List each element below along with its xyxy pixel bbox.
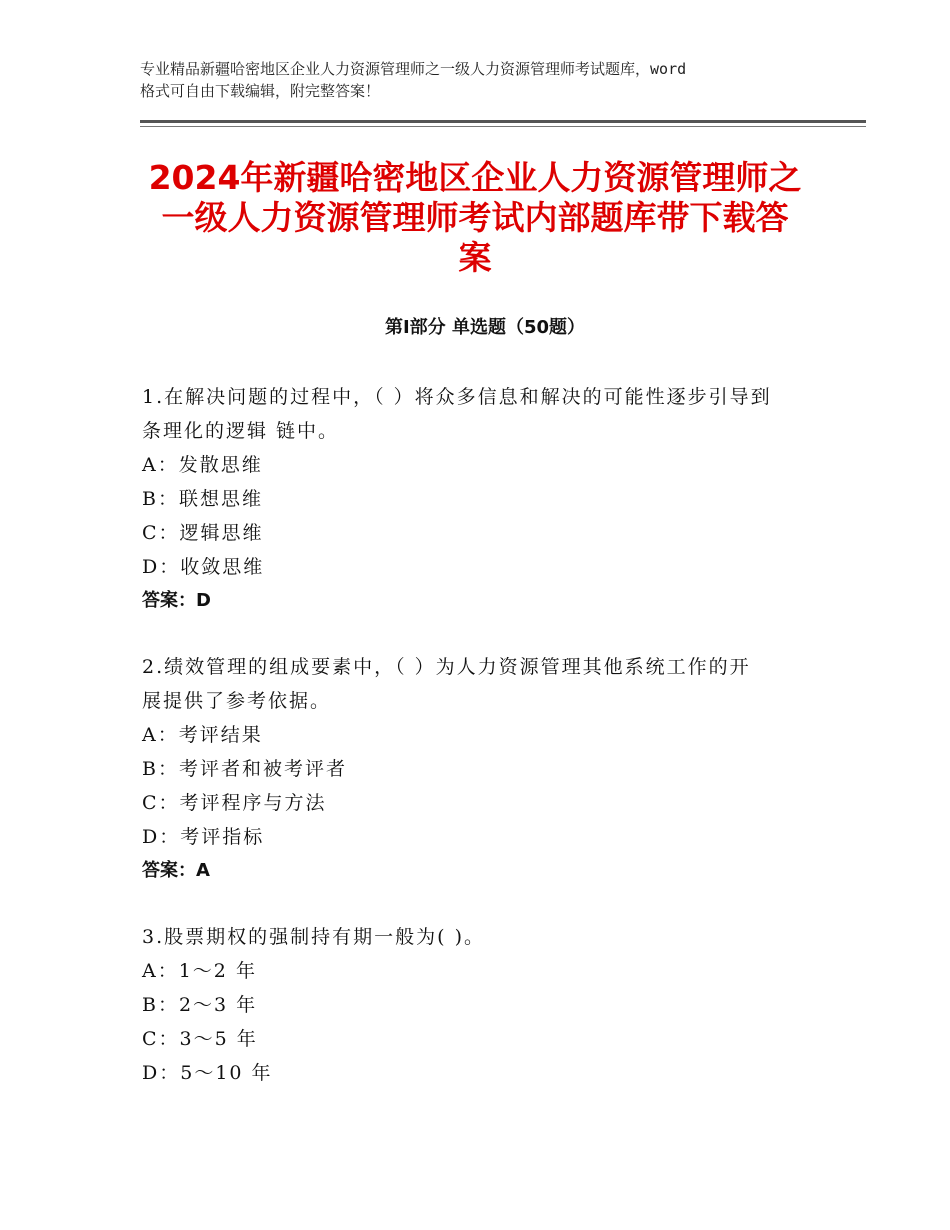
header-note-line-2: 格式可自由下载编辑，附完整答案！ [140, 82, 381, 100]
document-title-line-1: 2024年新疆哈密地区企业人力资源管理师之 [148, 158, 802, 197]
question-stem-continued: 条理化的逻辑 链中。 [142, 420, 340, 442]
option-d: D：5～10 年 [142, 1062, 273, 1084]
question-stem: 2.绩效管理的组成要素中，（ ）为人力资源管理其他系统工作的开 [142, 656, 751, 678]
header-note [140, 58, 830, 102]
question-2 [142, 650, 822, 888]
answer-label: 答案：D [142, 590, 211, 611]
header-rule-thick [140, 120, 866, 123]
question-list [142, 380, 822, 1122]
option-c: C：考评程序与方法 [142, 792, 327, 814]
question-1 [142, 380, 822, 618]
section-title: 第Ⅰ部分 单选题（50题） [384, 317, 585, 338]
answer-label: 答案：A [142, 860, 210, 881]
question-stem-continued: 展提供了参考依据。 [142, 690, 332, 712]
option-b: B：联想思维 [142, 488, 263, 510]
header-rule-thin [140, 126, 866, 127]
option-d: D：收敛思维 [142, 556, 265, 578]
option-c: C：逻辑思维 [142, 522, 264, 544]
question-3 [142, 920, 822, 1090]
document-title-line-3: 案 [458, 238, 492, 277]
header-note-line-1: 专业精品新疆哈密地区企业人力资源管理师之一级人力资源管理师考试题库，word [140, 60, 687, 78]
option-a: A：考评结果 [142, 724, 263, 746]
document-title [120, 158, 830, 278]
option-d: D：考评指标 [142, 826, 265, 848]
option-b: B：考评者和被考评者 [142, 758, 347, 780]
question-stem: 3.股票期权的强制持有期一般为( )。 [142, 926, 485, 948]
option-c: C：3～5 年 [142, 1028, 258, 1050]
option-a: A：发散思维 [142, 454, 263, 476]
option-a: A：1～2 年 [142, 960, 257, 982]
question-stem: 1.在解决问题的过程中，（ ）将众多信息和解决的可能性逐步引导到 [142, 386, 772, 408]
option-b: B：2～3 年 [142, 994, 258, 1016]
document-title-line-2: 一级人力资源管理师考试内部题库带下载答 [161, 198, 789, 237]
